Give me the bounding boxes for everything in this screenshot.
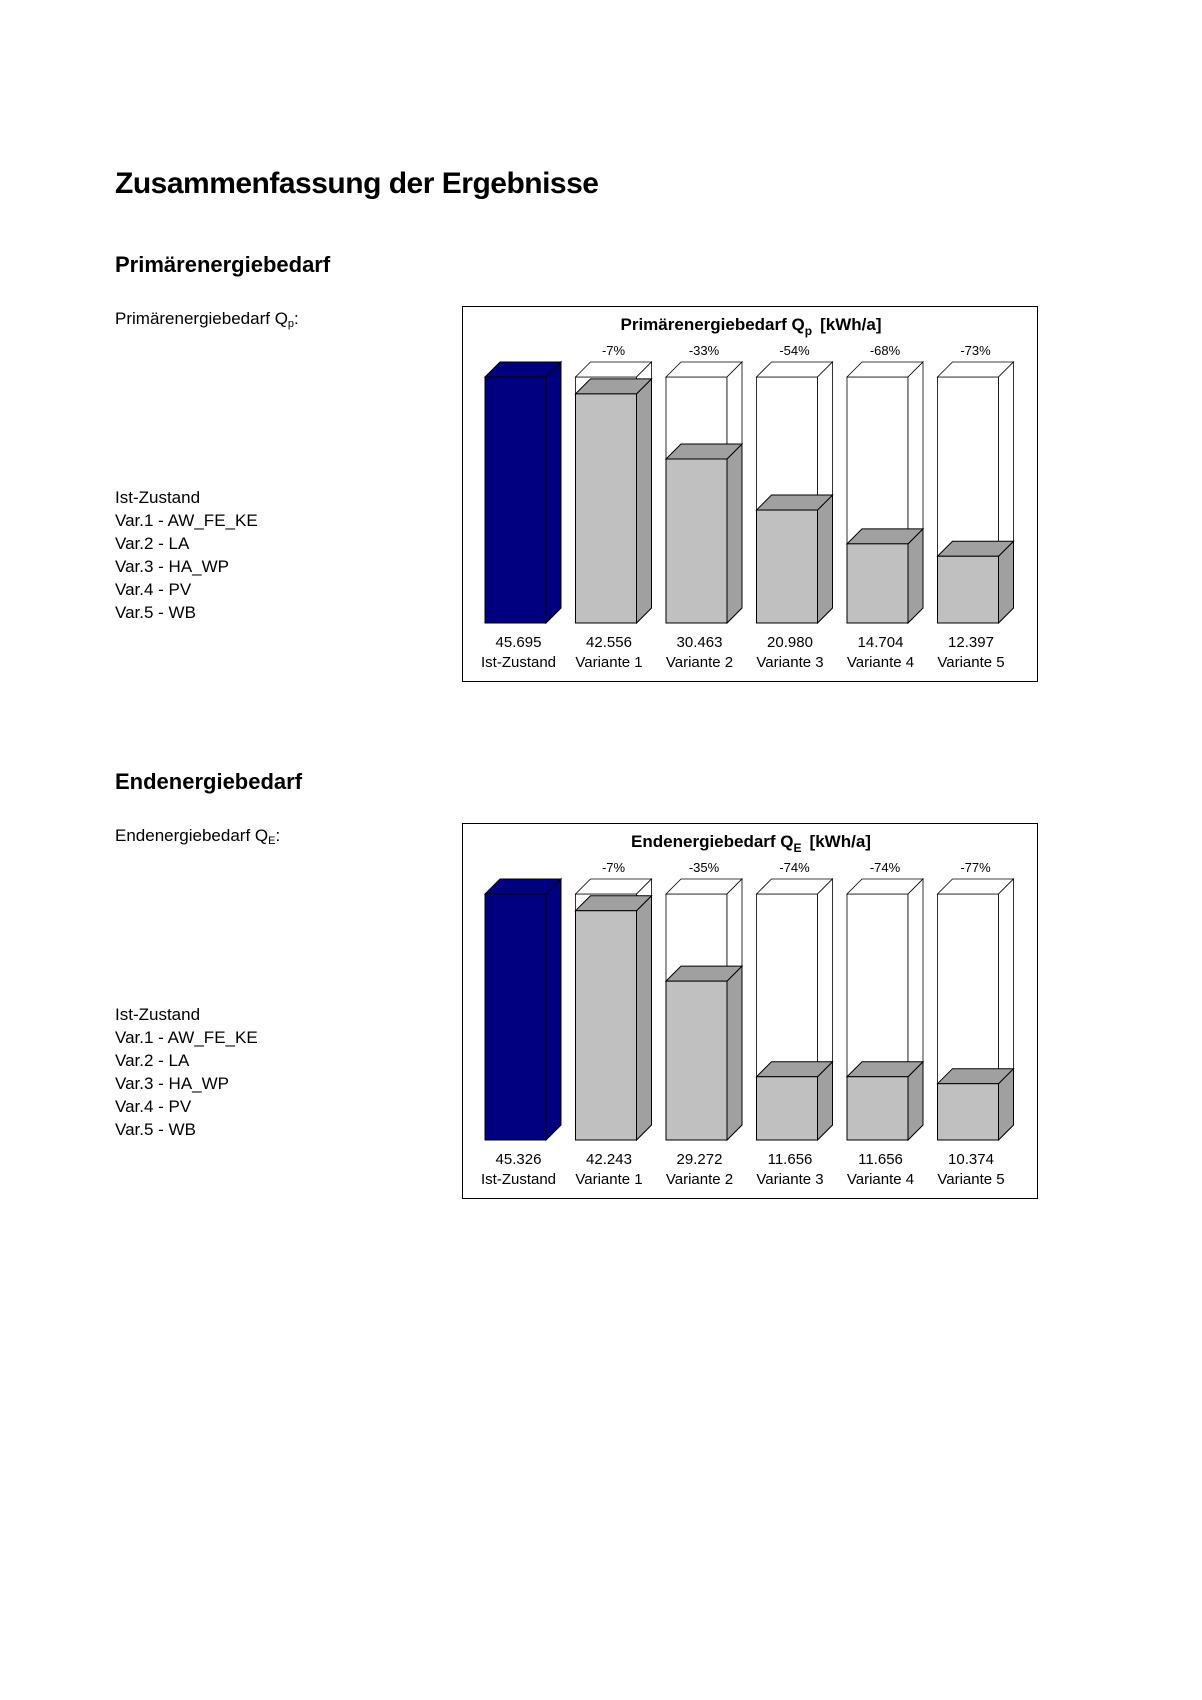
bar-variant <box>666 879 742 1140</box>
change-label: -54% <box>779 343 810 358</box>
value-label: 42.243 <box>586 1151 632 1168</box>
bar-side <box>727 444 742 623</box>
category-label: Variante 4 <box>846 1171 915 1188</box>
change-label: -7% <box>601 343 626 358</box>
value-label: 45.326 <box>495 1151 542 1168</box>
category-label: Variante 2 <box>665 654 734 671</box>
change-label: -77% <box>960 860 991 875</box>
bar-side <box>546 879 561 1140</box>
legend-item: Var.2 - LA <box>115 1051 190 1070</box>
chart-title <box>631 832 871 855</box>
bar-front <box>938 1084 999 1140</box>
bar-variant <box>847 362 923 623</box>
page-title: Zusammenfassung der Ergebnisse <box>115 167 599 200</box>
bar-variant <box>938 879 1014 1140</box>
change-label: -7% <box>601 860 626 875</box>
category-label: Variante 5 <box>937 654 1005 671</box>
bar-side <box>818 495 833 623</box>
chart-final-svg <box>463 824 1039 1200</box>
legend-item: Var.5 - WB <box>115 603 196 622</box>
value-label: 45.695 <box>495 634 542 651</box>
category-label: Variante 2 <box>665 1171 734 1188</box>
value-label: 10.374 <box>948 1151 994 1168</box>
section-label-primary <box>115 309 299 330</box>
change-label: -33% <box>688 343 720 358</box>
value-label: 20.980 <box>767 634 813 651</box>
bar-front <box>757 1077 818 1140</box>
bar-variant <box>938 362 1014 623</box>
bar-baseline <box>485 362 561 623</box>
value-label: 11.656 <box>767 1151 813 1168</box>
label-text: Endenergiebedarf Q <box>115 826 269 845</box>
category-label: Ist-Zustand <box>480 1171 557 1188</box>
bar-front <box>576 394 637 623</box>
bar-front <box>847 544 908 623</box>
chart-title-subscript: p <box>804 324 813 338</box>
bar-side <box>908 529 923 623</box>
legend-item: Var.2 - LA <box>115 534 190 553</box>
change-label: -74% <box>869 860 901 875</box>
bar-side <box>637 896 652 1140</box>
section-heading-primary: Primärenergiebedarf <box>115 252 331 277</box>
category-label: Ist-Zustand <box>480 654 557 671</box>
bar-variant <box>757 879 833 1140</box>
label-suffix: : <box>275 826 281 845</box>
bar-variant <box>847 879 923 1140</box>
legend-item: Var.3 - HA_WP <box>115 1074 229 1093</box>
chart-title-text: Endenergiebedarf Q <box>631 832 794 851</box>
label-suffix: : <box>294 309 299 328</box>
bar-side <box>546 362 561 623</box>
bar-front <box>938 556 999 623</box>
value-label: 14.704 <box>857 634 904 651</box>
bar-front <box>847 1077 908 1140</box>
chart-primary <box>462 306 1038 682</box>
chart-title-subscript: E <box>793 841 802 855</box>
bar-front <box>576 911 637 1140</box>
bar-front <box>757 510 818 623</box>
bar-front <box>666 981 727 1140</box>
category-label: Variante 4 <box>846 654 915 671</box>
change-label: -74% <box>779 860 810 875</box>
bar-side <box>637 379 652 623</box>
bar-variant <box>666 362 742 623</box>
change-label: -73% <box>960 343 991 358</box>
chart-title <box>621 315 882 338</box>
legend-final <box>115 1003 258 1141</box>
chart-title-unit: [kWh/a] <box>820 315 882 334</box>
bar-baseline <box>485 879 561 1140</box>
value-label: 30.463 <box>676 634 723 651</box>
change-label: -68% <box>869 343 901 358</box>
category-label: Variante 1 <box>575 654 643 671</box>
section-heading-final: Endenergiebedarf <box>115 769 303 794</box>
bar-variant <box>757 362 833 623</box>
category-label: Variante 3 <box>756 654 824 671</box>
bar-front <box>485 377 546 623</box>
legend-primary <box>115 486 258 624</box>
change-label: -35% <box>688 860 720 875</box>
bar-side <box>727 966 742 1140</box>
value-label: 12.397 <box>948 634 994 651</box>
value-label: 11.656 <box>858 1151 903 1168</box>
legend-item: Ist-Zustand <box>115 1005 201 1024</box>
chart-final <box>462 823 1038 1199</box>
label-text: Primärenergiebedarf Q <box>115 309 288 328</box>
legend-item: Var.4 - PV <box>115 1097 192 1116</box>
legend-item: Var.4 - PV <box>115 580 192 599</box>
category-label: Variante 3 <box>756 1171 824 1188</box>
bar-front <box>485 894 546 1140</box>
section-label-final <box>115 826 280 847</box>
chart-title-text: Primärenergiebedarf Q <box>620 315 805 334</box>
bar-variant <box>576 362 652 623</box>
chart-primary-svg <box>463 307 1039 683</box>
bar-variant <box>576 879 652 1140</box>
value-label: 42.556 <box>586 634 632 651</box>
chart-title-unit: [kWh/a] <box>809 832 871 851</box>
category-label: Variante 5 <box>937 1171 1005 1188</box>
bar-front <box>666 459 727 623</box>
value-label: 29.272 <box>676 1151 723 1168</box>
legend-item: Var.5 - WB <box>115 1120 196 1139</box>
label-subscript: E <box>268 835 276 847</box>
label-subscript: p <box>287 318 295 330</box>
legend-item: Var.1 - AW_FE_KE <box>115 511 258 530</box>
legend-item: Var.1 - AW_FE_KE <box>115 1028 258 1047</box>
legend-item: Ist-Zustand <box>115 488 201 507</box>
category-label: Variante 1 <box>575 1171 643 1188</box>
legend-item: Var.3 - HA_WP <box>115 557 229 576</box>
